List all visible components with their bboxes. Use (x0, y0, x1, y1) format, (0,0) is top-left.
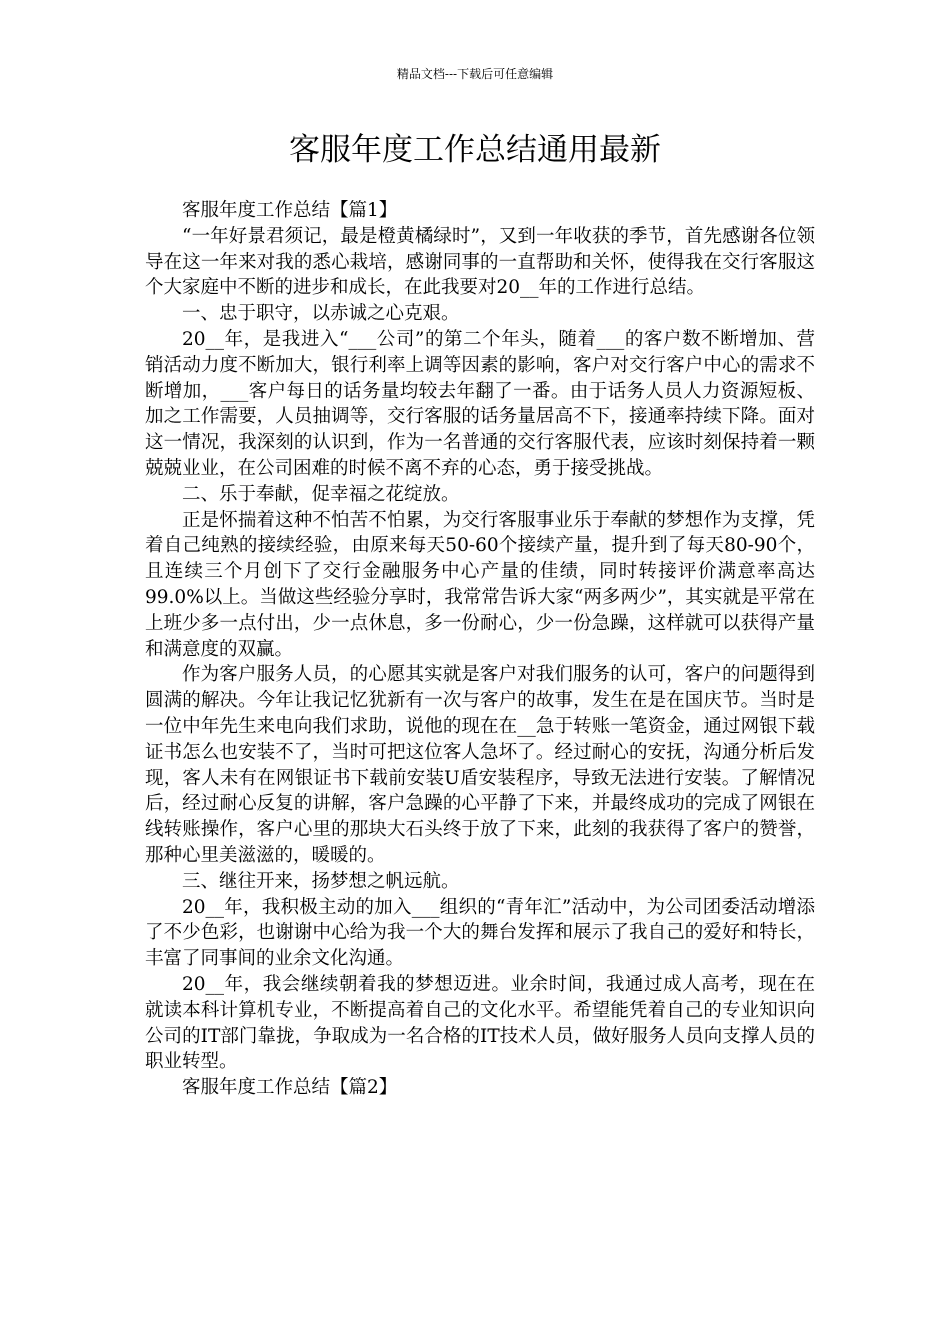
document-body (145, 198, 815, 1101)
subsection-heading: 三、继往开来，扬梦想之帆远航。 (182, 870, 460, 892)
body-paragraph: 作为客户服务人员，的心愿其实就是客户对我们服务的认可，客户的问题得到圆满的解决。今年让我记忆犹新有一次与客户的故事，发生在是在国庆节。当时是一位中年先生来电向我们求助，说他的现在在__急于转账一笔资金，通过网银下载证书怎么也安装不了，当时可把这位客人急坏了。经过耐心的安抚，沟通分析后发现，客人未有在网银证书下载前安装U盾安装程序，导致无法进行安装。了解情况后，经过耐心反复的讲解，客户急躁的心平静了下来，并最终成功的完成了网银在线转账操作，客户心里的那块大石头终于放了下来，此刻的我获得了客户的赞誉，那种心里美滋滋的，暖暖的。 (145, 664, 815, 866)
subsection-heading: 一、忠于职守，以赤诚之心克艰。 (182, 303, 460, 325)
body-paragraph: “一年好景君须记，最是橙黄橘绿时”，又到一年收获的季节，首先感谢各位领导在这一年来对我的悉心栽培，感谢同事的一直帮助和关怀，使得我在交行客服这个大家庭中不断的进步和成长，在此我要对20__年的工作进行总结。 (145, 225, 815, 299)
body-paragraph: 20__年，是我进入“___公司”的第二个年头，随着___的客户数不断增加、营销活动力度不断加大，银行利率上调等因素的影响，客户对交行客户中心的需求不断增加，___客户每日的话务量均较去年翻了一番。由于话务人员人力资源短板、加之工作需要，人员抽调等，交行客服的话务量居高不下，接通率持续下降。面对这一情况，我深刻的认识到，作为一名普通的交行客服代表，应该时刻保持着一颗兢兢业业，在公司困难的时候不离不弃的心态，勇于接受挑战。 (145, 328, 815, 479)
section-heading: 客服年度工作总结【篇2】 (182, 1077, 398, 1099)
document-title: 客服年度工作总结通用最新 (289, 132, 661, 168)
body-paragraph: 正是怀揣着这种不怕苦不怕累，为交行客服事业乐于奉献的梦想作为支撑，凭着自己纯熟的接续经验，由原来每天50-60个接续产量，提升到了每天80-90个，且连续三个月创下了交行金融服务中心产量的佳绩，同时转接评价满意率高达99.0%以上。当做这些经验分享时，我常常告诉大家“两多两少”，其实就是平常在上班少多一点付出，少一点休息，多一份耐心，少一份急躁，这样就可以获得产量和满意度的双赢。 (145, 509, 815, 660)
section-heading: 客服年度工作总结【篇1】 (182, 200, 398, 221)
subsection-heading: 二、乐于奉献，促幸福之花绽放。 (182, 483, 460, 505)
body-paragraph: 20__年，我会继续朝着我的梦想迈进。业余时间，我通过成人高考，现在在就读本科计算机专业，不断提高着自己的文化水平。希望能凭着自己的专业知识向公司的IT部门靠拢，争取成为一名合格的IT技术人员，做好服务人员向支撑人员的职业转型。 (145, 973, 815, 1073)
body-paragraph: 20__年，我积极主动的加入___组织的“青年汇”活动中，为公司团委活动增添了不少色彩，也谢谢中心给为我一个大的舞台发挥和展示了我自己的爱好和特长，丰富了同事间的业余文化沟通。 (145, 896, 815, 970)
header-note: 精品文档---下载后可任意编辑 (396, 67, 554, 81)
